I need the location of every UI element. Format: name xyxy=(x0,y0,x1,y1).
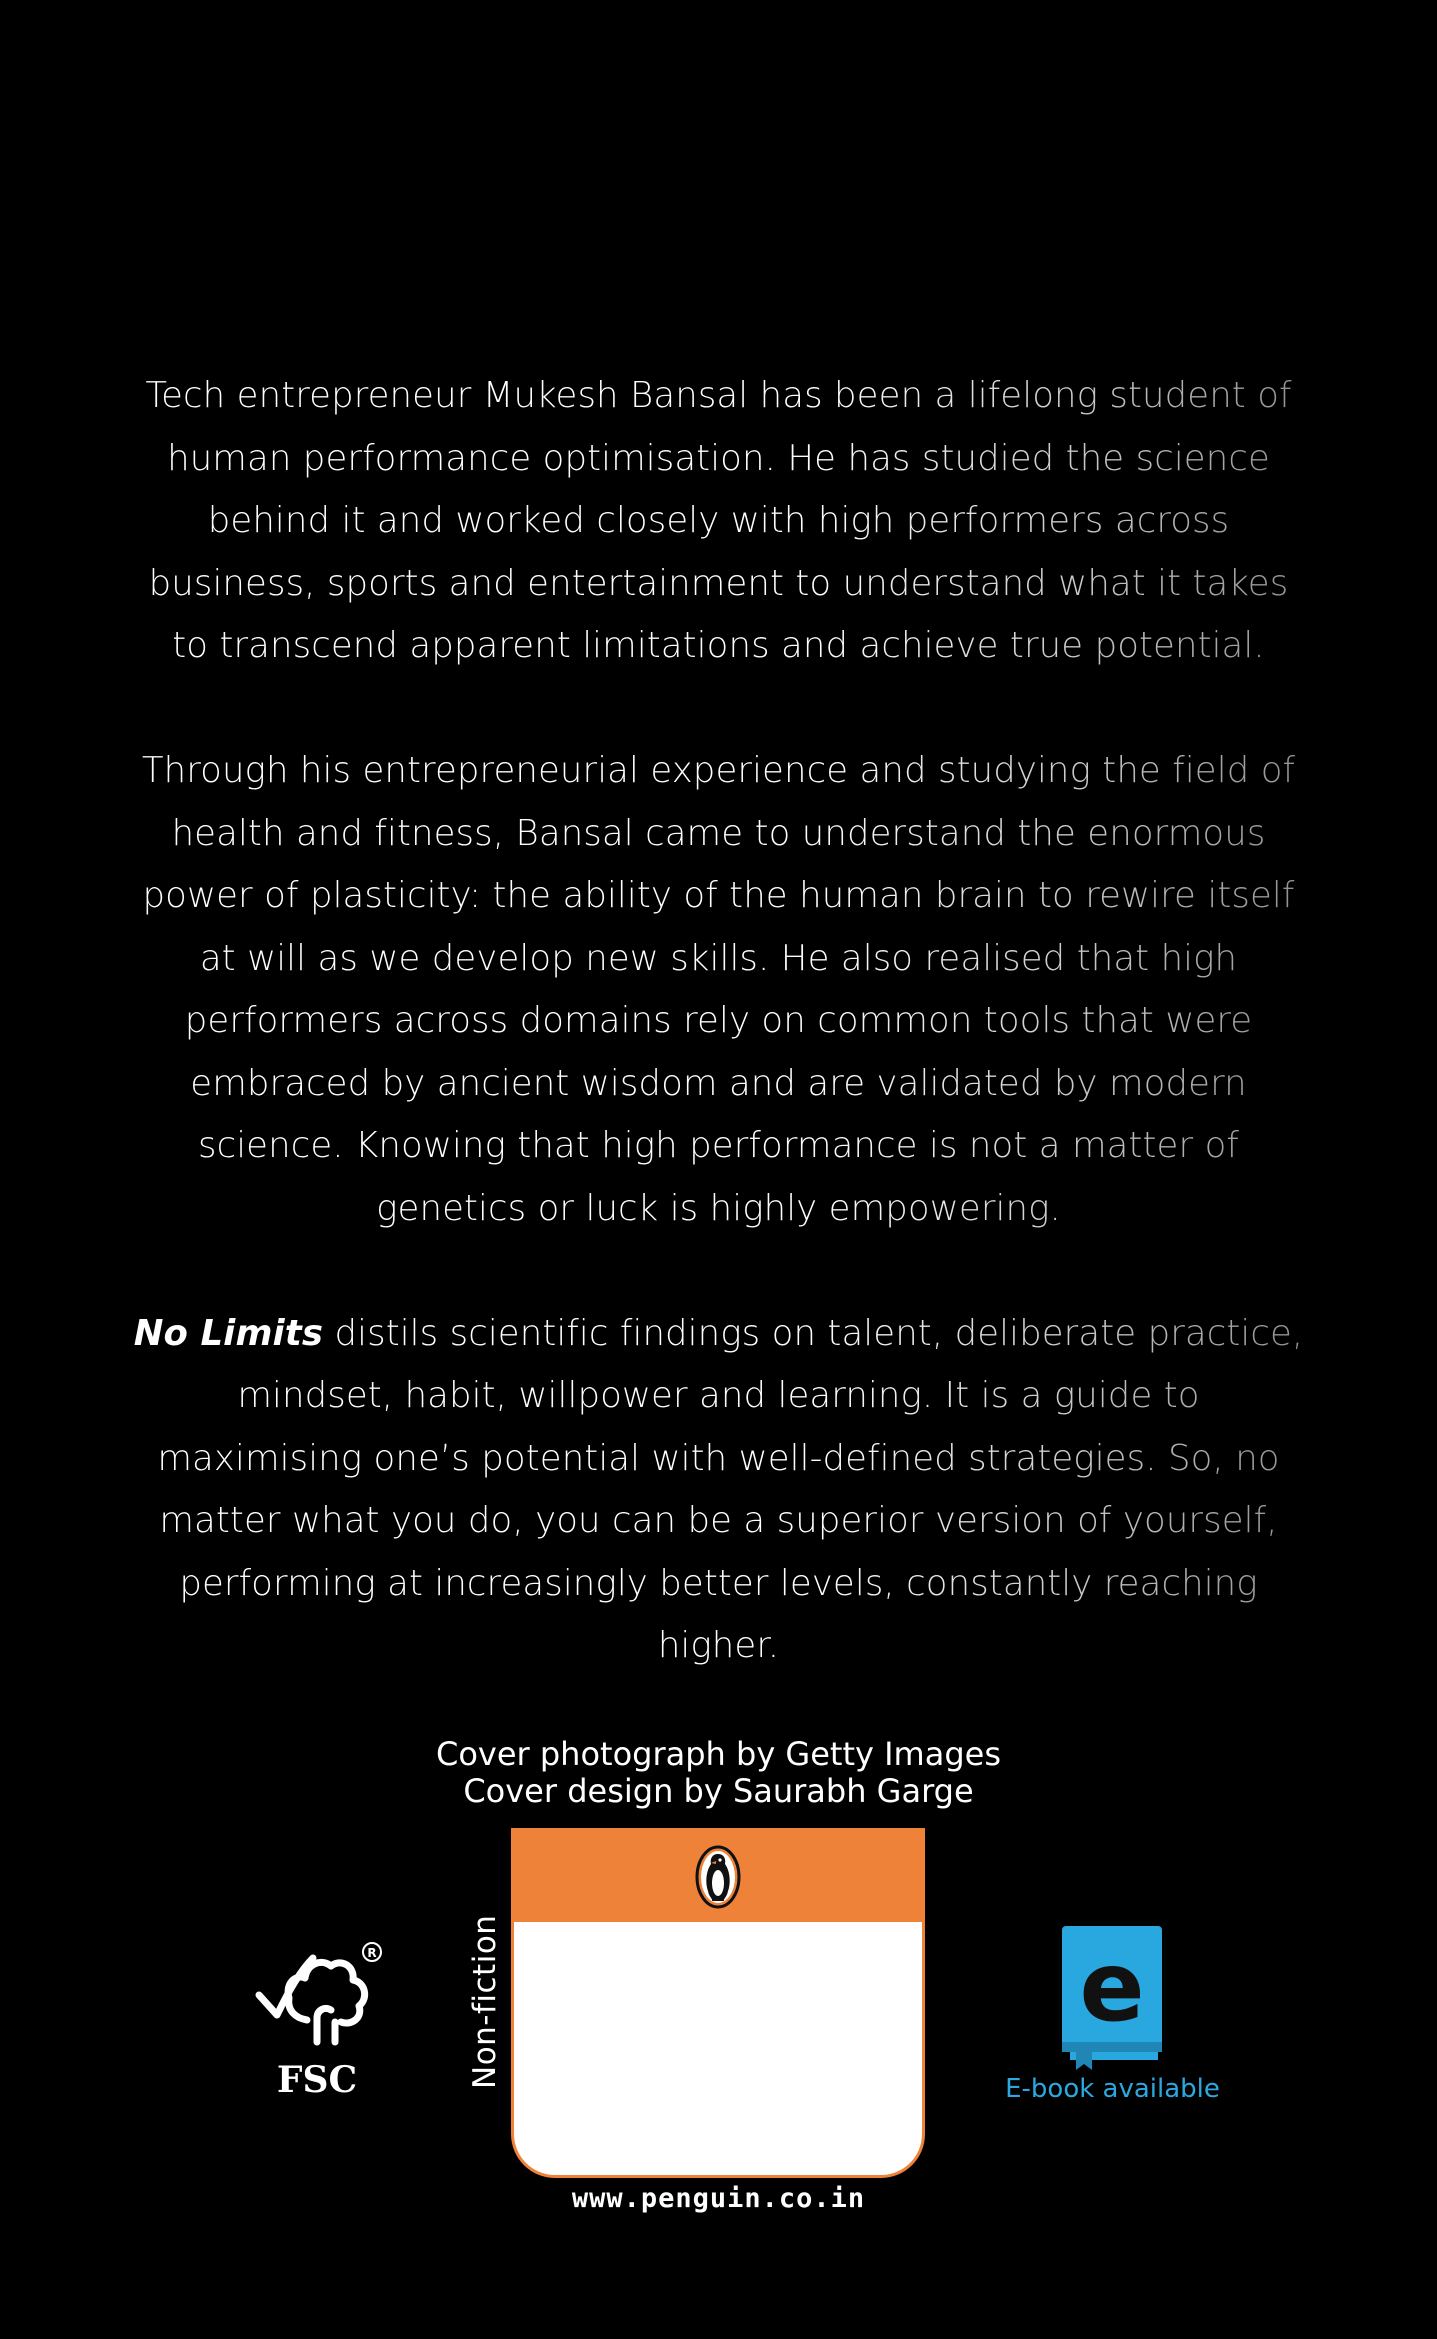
category-label: Non-fiction xyxy=(467,1914,503,2089)
svg-text:R: R xyxy=(367,1946,377,1960)
design-credit: Cover design by Saurabh Garge xyxy=(463,1772,974,1810)
ebook-icon xyxy=(1058,1924,1166,2072)
ebook-label: E-book available xyxy=(1005,2074,1220,2104)
blurb-text xyxy=(130,365,1307,1678)
ebook-icon-letter: e xyxy=(1079,1931,1145,2043)
publisher-url: www.penguin.co.in xyxy=(571,2183,866,2214)
blurb-paragraph-2: Through his entrepreneurial experience and studying the field of health and fitness, Bansal came to understand the enormous power of plasticity: the ability of the human brain to rewire itself at will as we develop new skills. He also realised that high performers across domains rely on common tools that were embraced by ancient wisdom and are validated by modern science. Knowing that high performance is not a matter of genetics or luck is highly empowering. xyxy=(141,750,1296,1229)
fsc-logo-text: FSC xyxy=(276,2059,358,2100)
cover-credits xyxy=(0,1736,1437,1810)
fsc-logo-icon xyxy=(255,1940,385,2100)
book-title: No Limits xyxy=(133,1312,324,1354)
penguin-logo-icon xyxy=(695,1845,741,1909)
blurb-paragraph-3-body: distils scientific findings on talent, deliberate practice, mindset, habit, willpower and learning. It is a guide to maximising one’s potential with well-defined strategies. So, no matter what you do, you can be a superior version of yourself, performing at increasingly better levels, constantly reaching higher. xyxy=(157,1312,1304,1666)
photo-credit: Cover photograph by Getty Images xyxy=(435,1735,1001,1773)
blurb-paragraph-3 xyxy=(130,1303,1307,1678)
penguin-orange-band xyxy=(514,1828,922,1922)
penguin-panel xyxy=(511,1828,925,2178)
blurb-paragraph-1: Tech entrepreneur Mukesh Bansal has been a lifelong student of human performance optimisation. He has studied the science behind it and worked closely with high performers across business, sports and entertainment to understand what it takes to transcend apparent limitations and achieve true potential. xyxy=(145,375,1292,666)
